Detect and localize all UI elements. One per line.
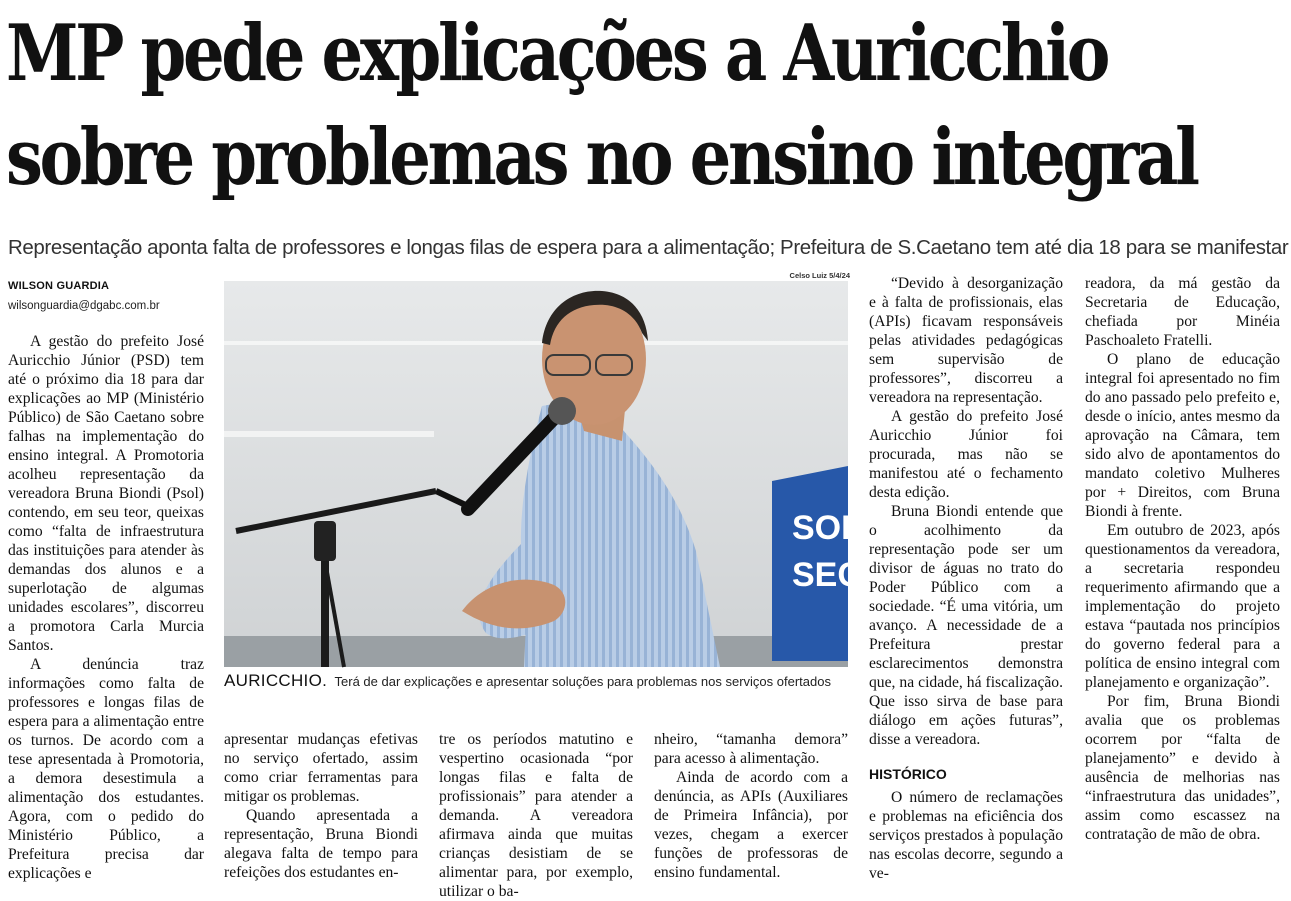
- paragraph: Em outubro de 2023, após questionamentos da vereadora, a secretaria respondeu requerimento afirmando que a implementação do projeto estava “pautada nos princípios do governo federal para a política de ensino integral com planejamento e organização”.: [1085, 522, 1280, 691]
- banner-text-1: SOL: [792, 509, 862, 547]
- paragraph: A gestão do prefeito José Auricchio Júnior (PSD) tem até o próximo dia 18 para dar explicações ao MP (Ministério Público) de São Caetano sobre falhas na implementação do ensino integral. A Promotoria acolheu representação da vereadora Bruna Biondi (Psol) contendo, em seu teor, queixas como “falta de infraestrutura das instituições para atender às demandas dos alunos e a superlotação de algumas unidades escolares”, discorreu a promotora Carla Murcia Santos.: [8, 333, 204, 654]
- author-email[interactable]: wilsonguardia@dgabc.com.br: [8, 300, 160, 312]
- paragraph: apresentar mudanças efetivas no serviço ofertado, assim como criar ferramentas para mitigar os problemas.: [224, 731, 418, 805]
- article-photo: [224, 281, 862, 667]
- photo-caption: [224, 671, 848, 691]
- column-6: [1085, 274, 1280, 844]
- paragraph: Ainda de acordo com a denúncia, as APIs (Auxiliares de Primeira Infância), por vezes, chegam a exercer funções de professoras de ensino fundamental.: [654, 769, 848, 881]
- paragraph: Por fim, Bruna Biondi avalia que os problemas ocorrem por “falta de planejamento” e devido à ausência de melhorias nas “infraestrutura das unidades”, assim como escassez na contratação de mão de obra.: [1085, 693, 1280, 843]
- paragraph: A denúncia traz informações como falta de professores e longas filas de espera para a alimentação entre os turnos. De acordo com a tese apresentada à Promotoria, a demora desestimula a alimentação dos estudantes. Agora, com o pedido do Ministério Público, a Prefeitura precisa dar explicações e: [8, 656, 204, 882]
- paragraph: tre os períodos matutino e vespertino ocasionada “por longas filas e falta de profissionais” para atender a demanda. A vereadora afirmava ainda que muitas crianças desistiam de se alimentar para, por exemplo, utilizar o ba-: [439, 731, 633, 900]
- paragraph: Quando apresentada a representação, Bruna Biondi alegava falta de tempo para refeições dos estudantes en-: [224, 807, 418, 881]
- paragraph: readora, da má gestão da Secretaria de Educação, chefiada por Minéia Paschoaleto Fratelli.: [1085, 275, 1280, 349]
- column-3: [439, 730, 633, 901]
- column-2: [224, 730, 418, 882]
- paragraph: nheiro, “tamanha demora” para acesso à alimentação.: [654, 731, 848, 767]
- column-4: [654, 730, 848, 882]
- photo-credit: Celso Luiz 5/4/24: [789, 271, 850, 280]
- headline: [6, 2, 1197, 210]
- headline-line-1: MP pede explicações a Auricchio: [6, 8, 1108, 99]
- headline-line-2: sobre problemas no ensino integral: [6, 112, 1197, 203]
- banner-text-2: SEC: [792, 556, 862, 594]
- photo-illustration: [224, 281, 862, 667]
- caption-text: Terá de dar explicações e apresentar soluções para problemas nos serviços ofertados: [334, 674, 831, 689]
- paragraph: Bruna Biondi entende que o acolhimento da representação pode ser um divisor de águas no trato do Poder Público com a sociedade. “É uma vitória, um avanço. A necessidade de a Prefeitura prestar esclarecimentos demonstra que, na cidade, há fiscalização. Que isso sirva de base para diálogo em ações futuras”, disse a vereadora.: [869, 503, 1063, 748]
- paragraph: A gestão do prefeito José Auricchio Júnior foi procurada, mas não se manifestou até o fechamento desta edição.: [869, 408, 1063, 501]
- author-byline: WILSON GUARDIA: [8, 280, 110, 292]
- paragraph: O plano de educação integral foi apresentado no fim do ano passado pelo prefeito e, desde o início, antes mesmo da aprovação na Câmara, tem sido alvo de apontamentos do mandato coletivo Mulheres por + Direitos, com Bruna Biondi à frente.: [1085, 351, 1280, 520]
- paragraph: O número de reclamações e problemas na eficiência dos serviços prestados à população nas escolas decorre, segundo a ve-: [869, 789, 1063, 882]
- subheadline: Representação aponta falta de professores e longas filas de espera para a alimentação; Prefeitura de S.Caetano tem até dia 18 para se manifestar: [8, 236, 1289, 259]
- paragraph: “Devido à desorganização e à falta de profissionais, elas (APIs) ficavam responsáveis pelas atividades pedagógicas sem supervisão de professores”, discorreu a vereadora na representação.: [869, 275, 1063, 406]
- caption-lead: AURICCHIO.: [224, 671, 328, 690]
- section-heading: HISTÓRICO: [869, 766, 947, 782]
- column-1: [8, 332, 204, 883]
- column-5: [869, 274, 1063, 883]
